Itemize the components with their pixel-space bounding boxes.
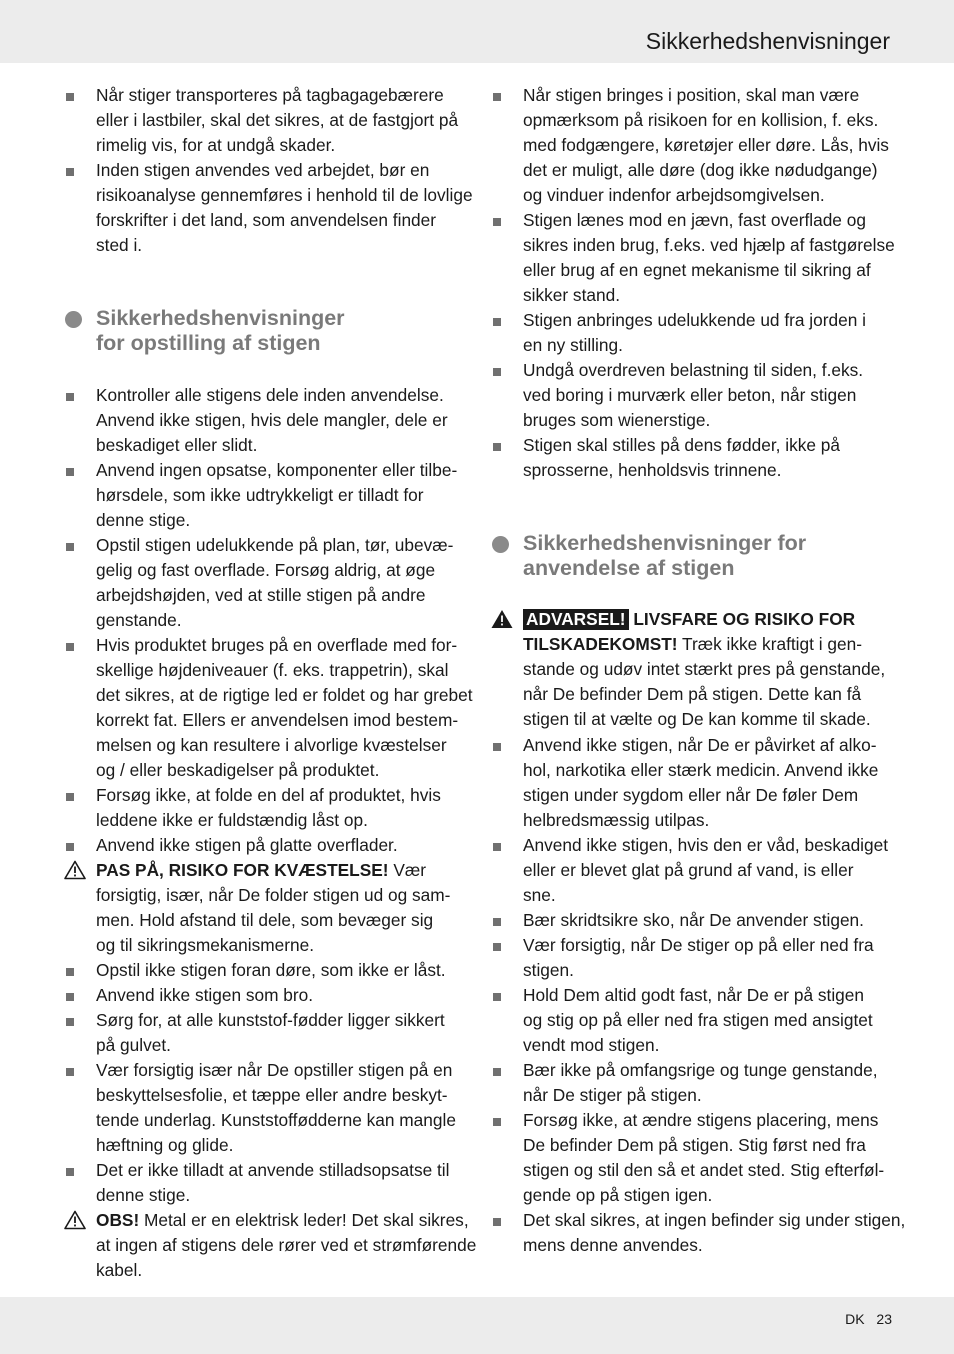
list-item [523, 208, 895, 308]
text-line [523, 158, 890, 183]
setup-list-a [96, 383, 473, 858]
square-bullet-icon [493, 1068, 501, 1076]
text-line [523, 1033, 890, 1058]
line-text: sikres inden brug, f.eks. ved hjælp af fastgørelse [523, 235, 895, 255]
text-line: stande og udøv intet stærkt pres på genstande, [523, 659, 886, 679]
text-line [96, 658, 463, 683]
section-title-line: for opstilling af stigen [96, 331, 321, 355]
text-line: men. Hold afstand til dele, som bevæger sig [96, 910, 434, 930]
line-text: opmærksom på risikoen for en kollision, f. eks. [523, 110, 879, 130]
list-item [523, 833, 890, 908]
line-text: en ny stilling. [523, 335, 623, 355]
line-text: sted i. [96, 235, 143, 255]
warning-text: Træk ikke kraftigt i gen- [677, 634, 862, 654]
text-line [96, 608, 463, 633]
text-line [96, 783, 463, 808]
text-line: forsigtig, især, når De folder stigen ud og sam- [96, 885, 451, 905]
text-line [523, 233, 895, 258]
line-text: sne. [523, 885, 556, 905]
line-text: Forsøg ikke, at folde en del af produktet, hvis [96, 785, 441, 805]
warning-triangle-filled-icon [491, 609, 513, 629]
text-line [523, 1158, 890, 1183]
line-text: Anvend ingen opsatse, komponenter eller tilbe- [96, 460, 458, 480]
square-bullet-icon [493, 943, 501, 951]
line-text: Anvend ikke stigen, hvis dele mangler, dele er [96, 410, 448, 430]
left-column [0, 0, 480, 1290]
text-line [523, 133, 890, 158]
line-text: Sørg for, at alle kunststof-fødder ligger sikkert [96, 1010, 445, 1030]
text-line [96, 808, 463, 833]
text-line [96, 533, 463, 558]
caution-first-line [96, 1208, 469, 1233]
list-item [96, 1058, 463, 1158]
list-item [523, 83, 890, 208]
page-footer [845, 1310, 892, 1328]
footer-language: DK [845, 1311, 865, 1327]
usage-list [523, 733, 906, 1258]
line-text: Undgå overdreven belastning til siden, f.eks. [523, 360, 864, 380]
text-line: kabel. [96, 1260, 143, 1280]
text-line [523, 258, 890, 283]
text-line [96, 183, 473, 208]
text-line [96, 558, 463, 583]
caution-kvaestelse [96, 858, 463, 958]
text-line [96, 1033, 463, 1058]
caution-label: PAS PÅ, RISIKO FOR KVÆSTELSE! [96, 860, 389, 880]
text-line [96, 408, 463, 433]
caution-first-line [96, 858, 463, 883]
list-item [523, 983, 890, 1058]
text-line [523, 1008, 890, 1033]
line-text: Vær forsigtig især når De opstiller stigen på en [96, 1060, 453, 1080]
line-text: gelig og fast overflade. Forsøg aldrig, at øge [96, 560, 436, 580]
list-item [96, 383, 463, 458]
line-text: gende op på stigen igen. [523, 1185, 713, 1205]
square-bullet-icon [66, 968, 74, 976]
line-text: Opstil stigen udelukkende på plan, tør, ubevæ- [96, 535, 454, 555]
square-bullet-icon [493, 443, 501, 451]
text-line: når De befinder Dem på stigen. Dette kan få [523, 684, 862, 704]
warning-first-line [523, 607, 890, 632]
warning-heading: TILSKADEKOMST! [523, 634, 678, 654]
text-line [96, 1008, 463, 1033]
text-line [96, 983, 463, 1008]
line-text: beskyttelsesfolie, et tæppe eller andre beskyt- [96, 1085, 448, 1105]
line-text: Kontroller alle stigens dele inden anvendelse. [96, 385, 444, 405]
line-text: stigen og stil den så et andet sted. Stig efterføl- [523, 1160, 885, 1180]
text-line [96, 483, 463, 508]
line-text: skellige højdeniveauer (f. eks. trappetrin), skal [96, 660, 449, 680]
square-bullet-icon [493, 368, 501, 376]
square-bullet-icon [66, 993, 74, 1001]
text-line [96, 1183, 463, 1208]
text-line [523, 1108, 890, 1133]
line-text: denne stige. [96, 1185, 191, 1205]
caution-lines [96, 883, 463, 958]
text-line [96, 433, 463, 458]
list-item [523, 1108, 890, 1208]
text-line [96, 1158, 463, 1183]
line-text: melsen og kan resultere i alvorlige kvæstelser [96, 735, 447, 755]
line-text: og vinduer indenfor arbejdsomgivelsen. [523, 185, 825, 205]
right-column [480, 0, 954, 1290]
text-line [96, 683, 473, 708]
line-text: ved boring i murværk eller beton, når stigen [523, 385, 857, 405]
text-line [96, 1083, 463, 1108]
text-line [523, 108, 890, 133]
text-line [96, 1058, 463, 1083]
section-title-line: Sikkerhedshenvisninger [96, 306, 345, 330]
square-bullet-icon [493, 918, 501, 926]
square-bullet-icon [66, 168, 74, 176]
line-text: Stigen skal stilles på dens fødder, ikke på [523, 435, 840, 455]
text-line [523, 1058, 890, 1083]
text-line [96, 633, 463, 658]
list-item [523, 933, 890, 983]
section-bullet-icon [492, 536, 509, 553]
line-text: sprosserne, henholdsvis trinnene. [523, 460, 782, 480]
line-text: Det er ikke tilladt at anvende stilladsopsatse til [96, 1160, 450, 1180]
text-line [523, 458, 890, 483]
text-line [96, 508, 463, 533]
list-item [96, 1158, 463, 1208]
line-text: denne stige. [96, 510, 191, 530]
line-text: Stigen anbringes udelukkende ud fra jorden i [523, 310, 866, 330]
list-item [523, 308, 890, 358]
list-item [96, 1008, 463, 1058]
line-text: hol, narkotika eller stærk medicin. Anvend ikke [523, 760, 879, 780]
list-item [523, 358, 890, 433]
text-line [523, 1183, 890, 1208]
text-line [96, 383, 463, 408]
line-text: De befinder Dem på stigen. Stig først ned fra [523, 1135, 866, 1155]
line-text: Opstil ikke stigen foran døre, som ikke er låst. [96, 960, 446, 980]
line-text: Hvis produktet bruges på en overflade med for- [96, 635, 458, 655]
line-text: risikoanalyse gennemføres i henhold til de lovlige [96, 185, 473, 205]
text-line [96, 158, 463, 183]
text-line [523, 83, 890, 108]
text-line [523, 933, 890, 958]
line-text: eller er blevet glat på grund af vand, is eller [523, 860, 854, 880]
square-bullet-icon [493, 993, 501, 1001]
text-line [523, 1133, 890, 1158]
line-text: stigen. [523, 960, 574, 980]
line-text: sikker stand. [523, 285, 621, 305]
list-item [523, 433, 890, 483]
line-text: genstande. [96, 610, 182, 630]
list-item [96, 633, 473, 783]
list-item [96, 83, 463, 158]
text-line [96, 1133, 463, 1158]
footer-band [0, 1297, 954, 1354]
square-bullet-icon [493, 218, 501, 226]
square-bullet-icon [66, 643, 74, 651]
text-line [96, 583, 463, 608]
line-text: hæftning og glide. [96, 1135, 234, 1155]
line-text: Anvend ikke stigen på glatte overflader. [96, 835, 398, 855]
list-item [523, 908, 890, 933]
square-bullet-icon [66, 468, 74, 476]
section-bullet-icon [65, 311, 82, 328]
warning-livsfare [523, 607, 890, 732]
line-text: bruges som wienerstige. [523, 410, 711, 430]
line-text: Bær ikke på omfangsrige og tunge genstande, [523, 1060, 878, 1080]
square-bullet-icon [66, 93, 74, 101]
line-text: leddene ikke er fuldstændig låst op. [96, 810, 368, 830]
list-item [96, 958, 463, 983]
text-line [523, 1233, 890, 1258]
warning-heading: LIVSFARE OG RISIKO FOR [628, 609, 856, 629]
text-line [523, 1083, 890, 1108]
text-line [523, 183, 890, 208]
text-line [523, 283, 890, 308]
square-bullet-icon [493, 318, 501, 326]
line-text: eller i lastbiler, skal det sikres, at de fastgjort på [96, 110, 459, 130]
caution-text: Metal er en elektrisk leder! Det skal sikres, [139, 1210, 469, 1230]
square-bullet-icon [493, 1218, 501, 1226]
square-bullet-icon [493, 1118, 501, 1126]
text-line [96, 208, 463, 233]
square-bullet-icon [493, 743, 501, 751]
caution-obs [96, 1208, 477, 1283]
text-line [523, 758, 890, 783]
line-text: på gulvet. [96, 1035, 171, 1055]
text-line [523, 958, 890, 983]
setup-list-b [96, 958, 463, 1208]
text-line [523, 783, 890, 808]
caution-label: OBS! [96, 1210, 140, 1230]
text-line [96, 458, 463, 483]
left-intro-list [96, 83, 473, 258]
text-line [523, 408, 890, 433]
text-line [523, 733, 890, 758]
text-line [96, 758, 463, 783]
line-text: beskadiget eller slidt. [96, 435, 258, 455]
line-text: forskrifter i det land, som anvendelsen finder [96, 210, 437, 230]
text-line [523, 983, 890, 1008]
text-line [96, 83, 463, 108]
section-title-line: Sikkerhedshenvisninger for [523, 531, 807, 555]
list-item [523, 1208, 906, 1258]
page-header-title: Sikkerhedshenvisninger [645, 28, 890, 54]
text-line [96, 133, 463, 158]
line-text: og stig op på eller ned fra stigen med ansigtet [523, 1010, 873, 1030]
list-item [96, 783, 463, 833]
caution-lines [96, 1233, 477, 1283]
square-bullet-icon [493, 93, 501, 101]
caution-text: Vær [388, 860, 426, 880]
warning-triangle-icon [64, 1210, 86, 1230]
line-text: Det skal sikres, at ingen befinder sig under stigen, [523, 1210, 906, 1230]
line-text: Inden stigen anvendes ved arbejdet, bør en [96, 160, 430, 180]
line-text: og / eller beskadigelser på produktet. [96, 760, 380, 780]
text-line: at ingen af stigens dele rører ved et strømførende [96, 1235, 477, 1255]
square-bullet-icon [66, 843, 74, 851]
text-line [96, 708, 463, 733]
text-line [523, 858, 890, 883]
section-title-line: anvendelse af stigen [523, 556, 735, 580]
text-line [523, 333, 890, 358]
text-line [96, 733, 463, 758]
line-text: med fodgængere, køretøjer eller døre. Lås, hvis [523, 135, 889, 155]
list-item [523, 1058, 890, 1108]
line-text: Når stigen bringes i position, skal man være [523, 85, 860, 105]
text-line [523, 833, 890, 858]
text-line [523, 208, 890, 233]
line-text: hørsdele, som ikke udtrykkeligt er tilladt for [96, 485, 424, 505]
square-bullet-icon [493, 843, 501, 851]
warning-lines [523, 657, 890, 732]
text-line [96, 233, 463, 258]
line-text: Stigen lænes mod en jævn, fast overflade og [523, 210, 866, 230]
text-line [96, 958, 463, 983]
warning-triangle-icon [64, 860, 86, 880]
line-text: Anvend ikke stigen, hvis den er våd, beskadiget [523, 835, 889, 855]
square-bullet-icon [66, 793, 74, 801]
line-text: rimelig vis, for at undgå skader. [96, 135, 336, 155]
line-text: eller brug af en egnet mekanisme til sikring af [523, 260, 871, 280]
list-item [523, 733, 890, 833]
list-item [96, 533, 463, 633]
text-line [523, 433, 890, 458]
line-text: Hold Dem altid godt fast, når De er på stigen [523, 985, 865, 1005]
text-line: stigen til at vælte og De kan komme til skade. [523, 709, 871, 729]
line-text: når De stiger på stigen. [523, 1085, 702, 1105]
text-line [96, 1108, 463, 1133]
line-text: korrekt fat. Ellers er anvendelsen imod bestem- [96, 710, 459, 730]
text-line [523, 383, 890, 408]
text-line [523, 1208, 906, 1233]
list-item [96, 458, 463, 533]
line-text: tende underlag. Kunststoffødderne kan mangle [96, 1110, 456, 1130]
square-bullet-icon [66, 1068, 74, 1076]
position-list [523, 83, 895, 483]
line-text: Forsøg ikke, at ændre stigens placering, mens [523, 1110, 879, 1130]
line-text: Når stiger transporteres på tagbagagebærere [96, 85, 444, 105]
text-line: og til sikringsmekanismerne. [96, 935, 315, 955]
text-line [523, 358, 890, 383]
text-line [96, 833, 463, 858]
section-heading-usage [523, 531, 923, 581]
square-bullet-icon [66, 543, 74, 551]
warning-second-line [523, 632, 890, 657]
line-text: Anvend ikke stigen som bro. [96, 985, 314, 1005]
line-text: vendt mod stigen. [523, 1035, 660, 1055]
text-line [523, 308, 890, 333]
line-text: helbredsmæssig utilpas. [523, 810, 710, 830]
line-text: arbejdshøjden, ved at stille stigen på andre [96, 585, 426, 605]
line-text: mens denne anvendes. [523, 1235, 703, 1255]
text-line [523, 808, 890, 833]
section-heading-setup [96, 306, 496, 356]
page-number: 23 [876, 1311, 892, 1327]
list-item [96, 833, 463, 858]
line-text: Anvend ikke stigen, når De er påvirket af alko- [523, 735, 877, 755]
warning-tag: ADVARSEL! [523, 609, 629, 630]
text-line [523, 883, 890, 908]
square-bullet-icon [66, 1168, 74, 1176]
list-item [96, 158, 473, 258]
line-text: stigen under sygdom eller når De føler Dem [523, 785, 859, 805]
text-line [96, 108, 463, 133]
line-text: det er muligt, alle døre (dog ikke nødudgange) [523, 160, 878, 180]
text-line [523, 908, 890, 933]
list-item [96, 983, 463, 1008]
square-bullet-icon [66, 393, 74, 401]
line-text: det sikres, at de rigtige led er foldet og har grebet [96, 685, 473, 705]
line-text: Vær forsigtig, når De stiger op på eller ned fra [523, 935, 874, 955]
line-text: Bær skridtsikre sko, når De anvender stigen. [523, 910, 864, 930]
square-bullet-icon [66, 1018, 74, 1026]
